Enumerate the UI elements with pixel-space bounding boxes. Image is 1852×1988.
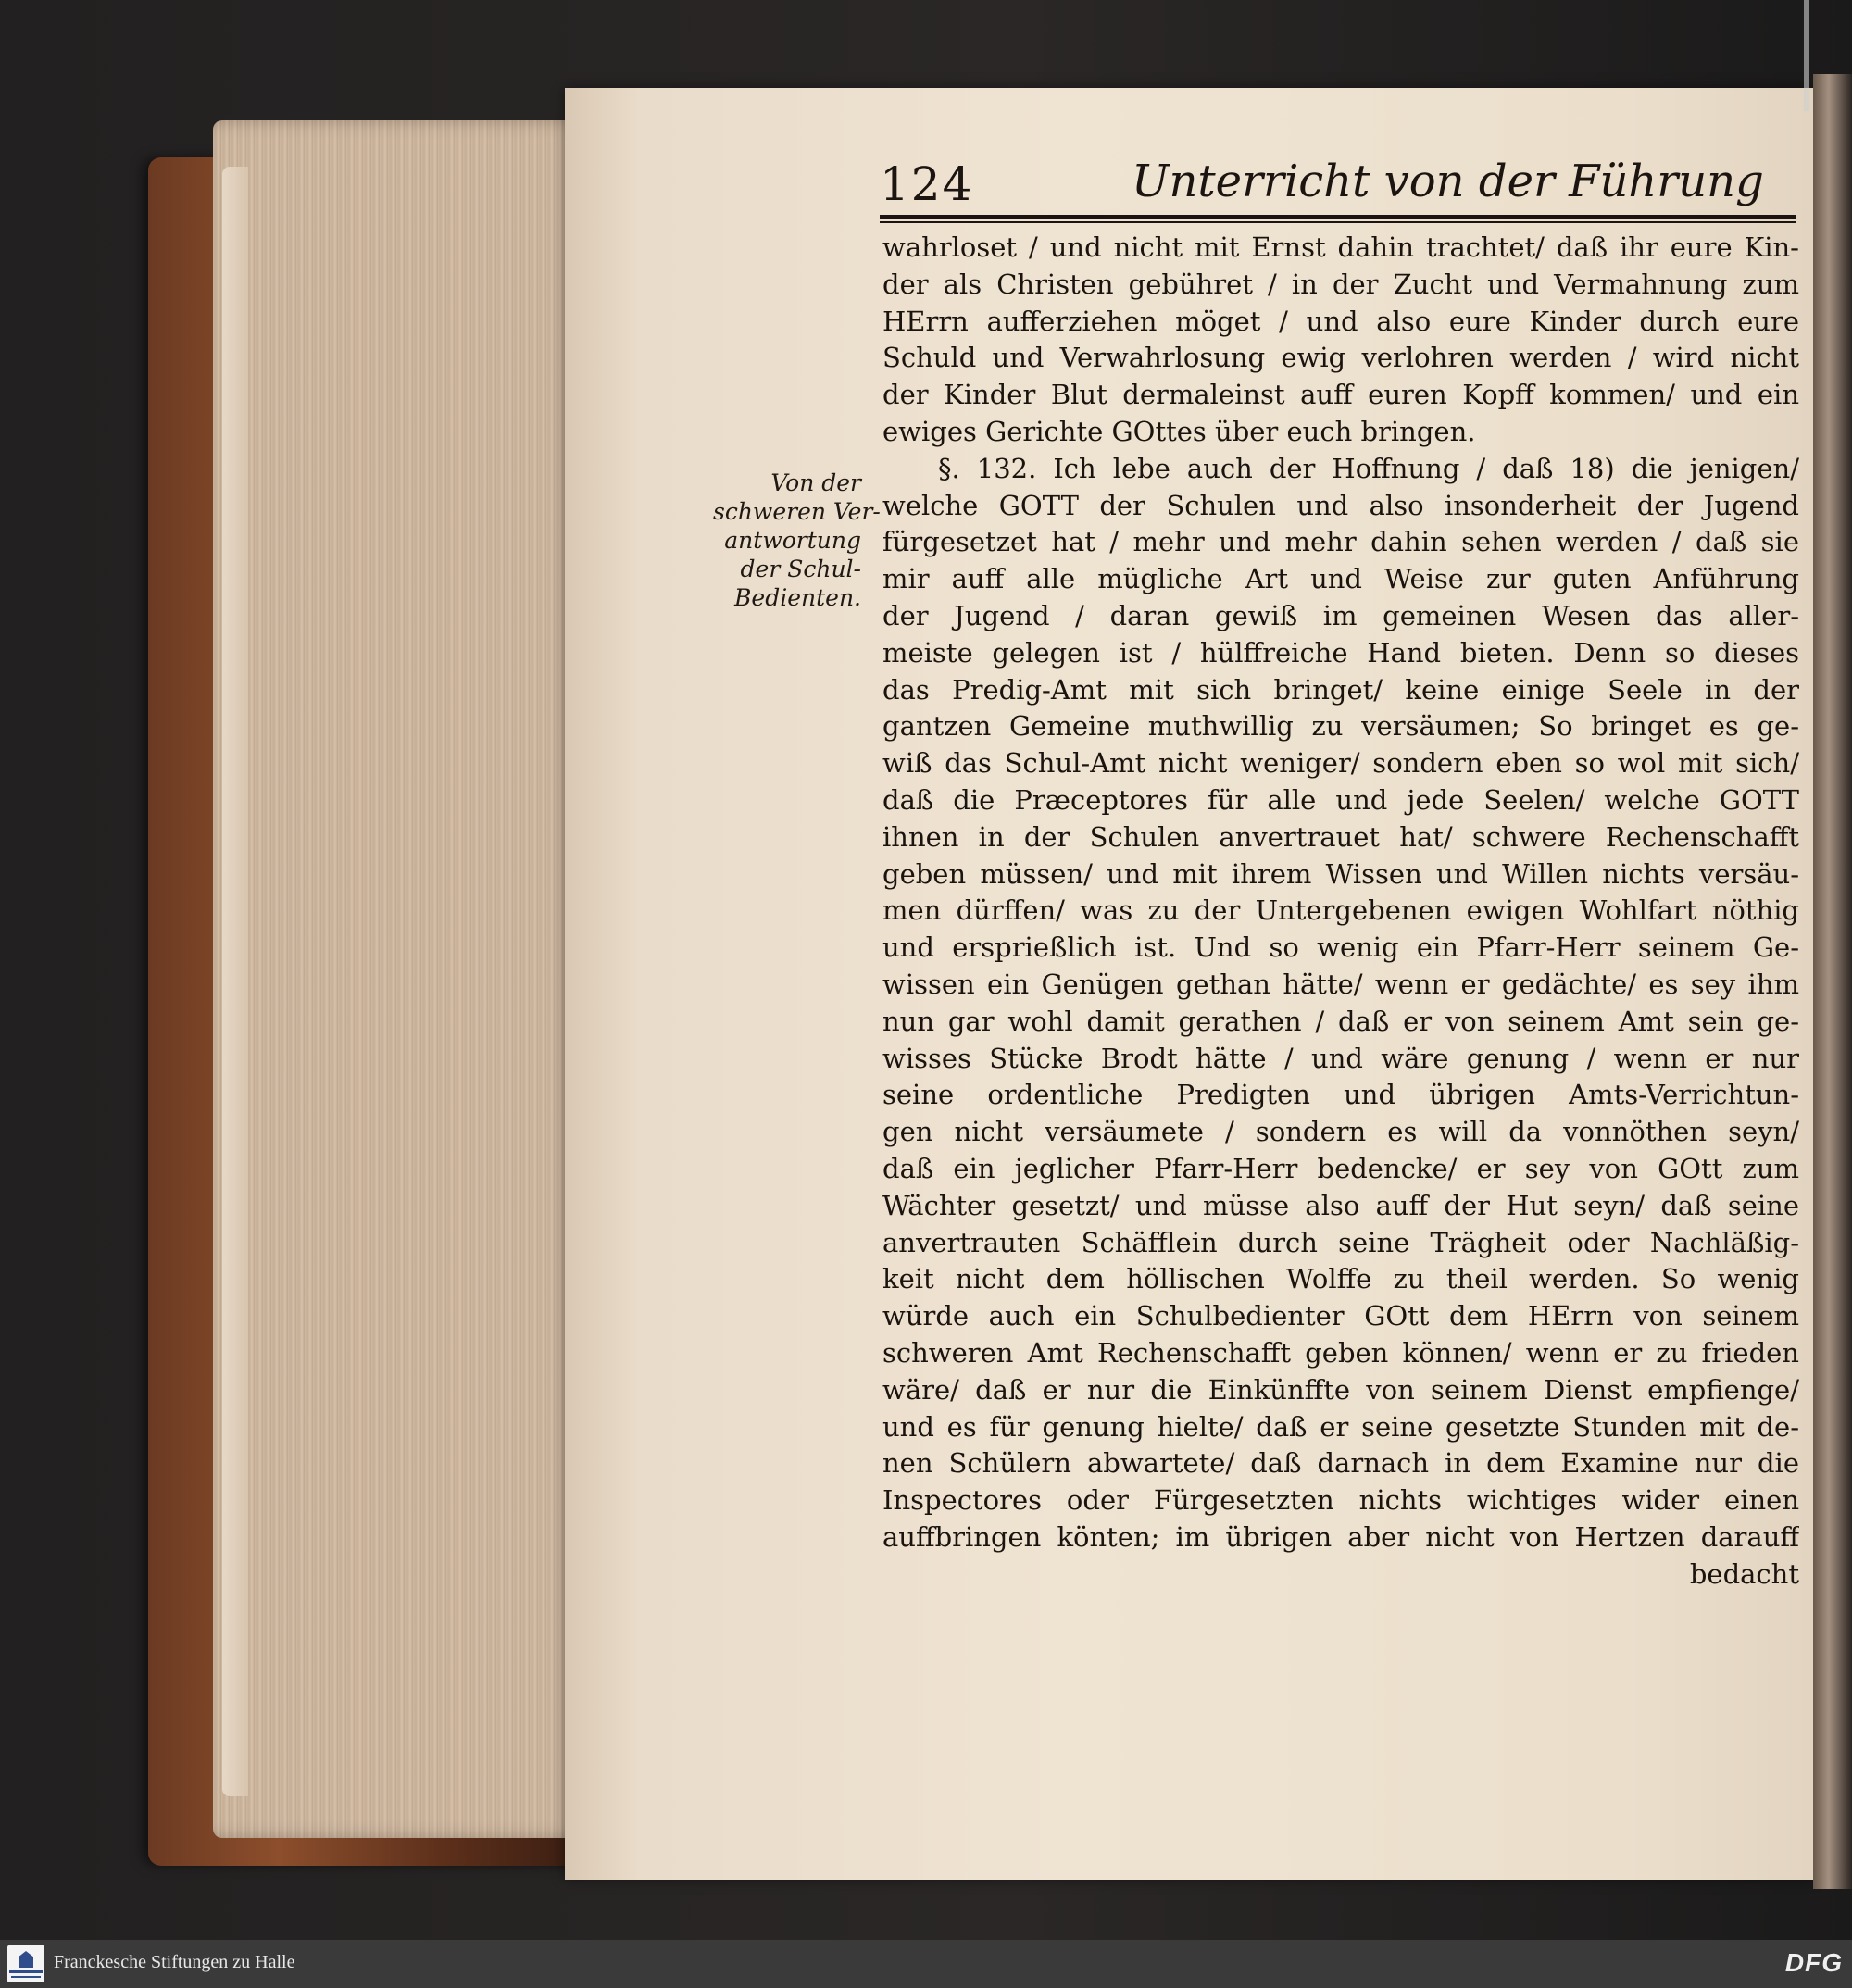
text-line: welche GOTT der Schulen und also insonderheit der Jugend (882, 489, 1799, 521)
margin-note-line: der Schul- (740, 556, 861, 582)
facing-page-edge (1813, 74, 1852, 1889)
text-line: geben müssen/ und mit ihrem Wissen und Willen nichts versäu- (882, 857, 1799, 890)
page-number: 124 (880, 157, 974, 211)
margin-note-line: schweren Ver- (713, 498, 881, 525)
text-line: gen nicht versäumete / sondern es will da vonnöthen seyn/ (882, 1116, 1799, 1148)
text-line: daß ein jeglicher Pfarr-Herr bedencke/ er sey von GOtt zum (882, 1152, 1799, 1184)
page-edges (213, 120, 583, 1838)
text-line: auffbringen könten; im übrigen aber nicht von Hertzen darauff (882, 1520, 1799, 1553)
text-line: wäre/ daß er nur die Einkünffte von seinem Dienst empfienge/ (882, 1373, 1799, 1406)
text-line: gantzen Gemeine muthwillig zu versäumen; So bringet es ge- (882, 710, 1799, 743)
text-line: fürgesetzet hat / mehr und mehr dahin sehen werden / daß sie (882, 526, 1799, 558)
margin-note-line: Von der (770, 469, 861, 496)
text-line: Wächter gesetzt/ und müsse also auff der Hut seyn/ daß seine (882, 1189, 1799, 1221)
text-line: meiste gelegen ist / hülffreiche Hand bieten. Denn so dieses (882, 636, 1799, 669)
text-line: wisses Stücke Brodt hätte / und wäre genung / wenn er nur (882, 1042, 1799, 1074)
text-line: der Kinder Blut dermaleinst auff euren Kopff kommen/ und ein (882, 379, 1799, 411)
text-line: nun gar wohl damit gerathen / daß er von seinem Amt sein ge- (882, 1005, 1799, 1037)
text-line: ihnen in der Schulen anvertrauet hat/ schwere Rechenschafft (882, 820, 1799, 853)
text-line: §. 132. Ich lebe auch der Hoffnung / daß 18) die jenigen/ (938, 452, 1799, 484)
header-rule (880, 215, 1796, 223)
text-line: nen Schülern abwartete/ daß darnach in dem Examine nur die (882, 1447, 1799, 1480)
margin-note (713, 469, 881, 612)
text-line: und es für genung hielte/ daß er seine gesetzte Stunden mit de- (882, 1410, 1799, 1443)
text-line: der als Christen gebühret / in der Zucht und Vermahnung zum (882, 268, 1799, 300)
text-line: Schuld und Verwahrlosung ewig verlohren werden / wird nicht (882, 342, 1799, 374)
text-line: keit nicht dem höllischen Wolffe zu theil werden. So wenig (882, 1263, 1799, 1295)
viewer-footer (0, 1940, 1852, 1988)
text-line: daß die Præceptores für alle und jede Seelen/ welche GOTT (882, 783, 1799, 816)
text-line: das Predig-Amt mit sich bringet/ keine einige Seele in der (882, 673, 1799, 706)
margin-note-line: antwortung (724, 527, 861, 554)
page-edge-highlight (222, 167, 248, 1796)
text-line: schweren Amt Rechenschafft geben können/ wenn er zu frieden (882, 1336, 1799, 1369)
body-text (882, 230, 1799, 1593)
scanner-clip (1804, 0, 1809, 111)
text-line: Inspectores oder Fürgesetzten nichts wichtiges wider einen (882, 1484, 1799, 1517)
text-line: ewiges Gerichte GOttes über euch bringen. (882, 415, 1476, 447)
dfg-logo[interactable]: DFG (1784, 1948, 1843, 1977)
text-line: wiß das Schul-Amt nicht weniger/ sondern eben so wol mit sich/ (882, 747, 1799, 780)
text-line: würde auch ein Schulbedienter GOtt dem HErrn von seinem (882, 1300, 1799, 1332)
text-line: mir auff alle mügliche Art und Weise zur guten Anführung (882, 563, 1799, 595)
running-title: Unterricht von der Führung (1132, 156, 1764, 207)
margin-note-line: Bedienten. (734, 584, 861, 611)
text-line: men dürffen/ was zu der Untergebenen ewigen Wohlfart nöthig (882, 894, 1799, 927)
franckesche-stiftungen-logo-icon[interactable] (7, 1945, 44, 1982)
text-line: wissen ein Genügen gethan hätte/ wenn er gedächte/ es sey ihm (882, 968, 1799, 1000)
text-line: seine ordentliche Predigten und übrigen Amts-Verrichtun- (882, 1079, 1799, 1111)
text-line: wahrloset / und nicht mit Ernst dahin trachtet/ daß ihr eure Kin- (882, 231, 1799, 263)
text-line: der Jugend / daran gewiß im gemeinen Wesen das aller- (882, 599, 1799, 631)
text-line: HErrn aufferziehen möget / und also eure Kinder durch eure (882, 305, 1799, 337)
text-line: anvertrauten Schäfflein durch seine Trägheit oder Nachläßig- (882, 1226, 1799, 1258)
institution-name[interactable]: Franckesche Stiftungen zu Halle (54, 1952, 295, 1972)
text-line: und ersprießlich ist. Und so wenig ein Pfarr-Herr seinem Ge- (882, 931, 1799, 964)
catchword: bedacht (1689, 1557, 1799, 1590)
